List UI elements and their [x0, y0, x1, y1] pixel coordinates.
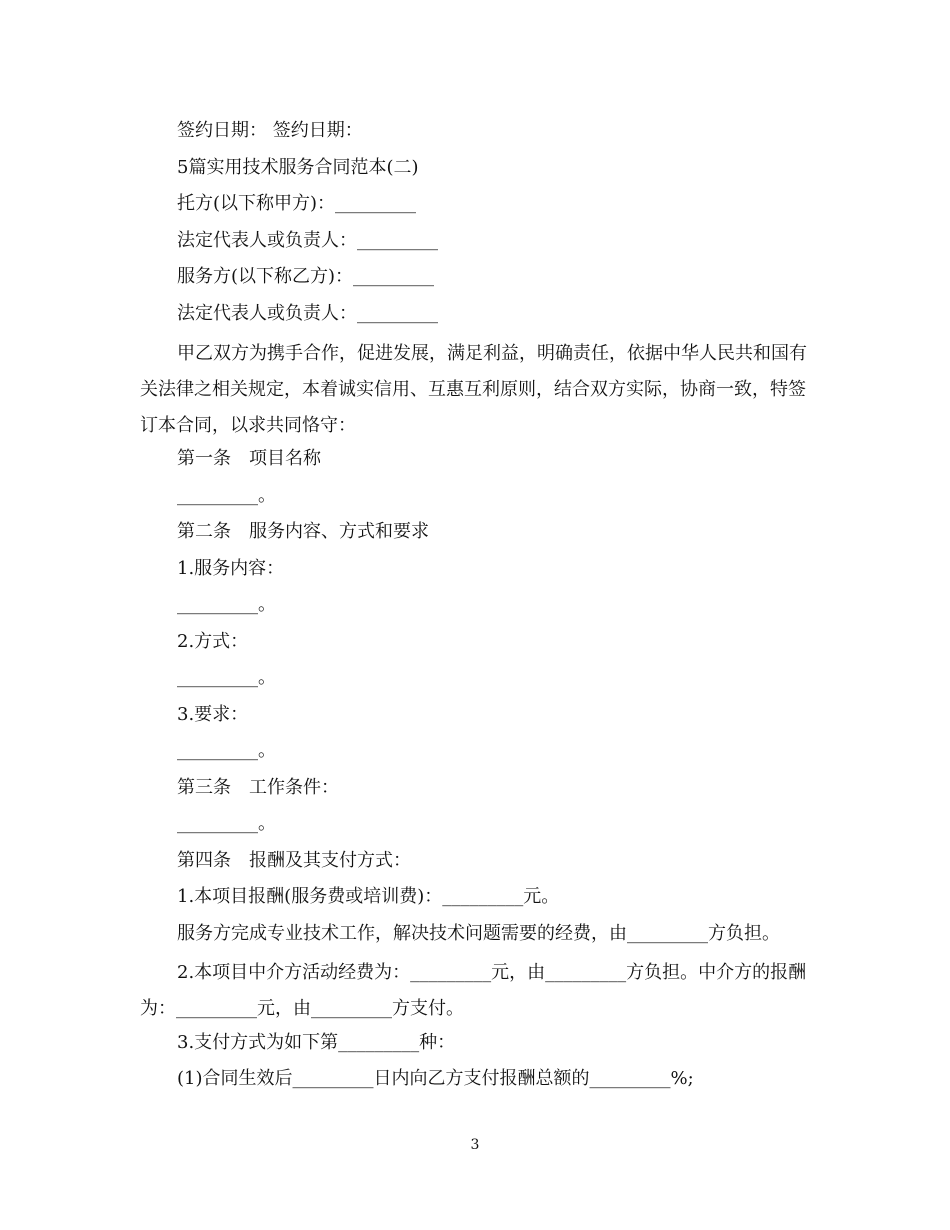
service-party-field: 服务方(以下称乙方)：_________: [177, 266, 435, 287]
payment-option-1-line: (1)合同生效后_________日内向乙方支付报酬总额的_________%;: [177, 1068, 694, 1089]
intro-paragraph: 甲乙双方为携手合作，促进发展，满足利益，明确责任，依据中华人民共和国有关法律之相关规定，本着诚实信用、互惠互利原则，结合双方实际，协商一致，特签订本合同，以求共同恪守：: [140, 343, 807, 436]
intermediary-expense-paragraph: 2.本项目中介方活动经费为：_________元，由_________方负担。中介方的报酬为：_________元，由_________方支付。: [140, 962, 807, 1019]
payment-method-line: 3.支付方式为如下第_________种：: [177, 1032, 456, 1053]
article-4-heading: 第四条 报酬及其支付方式：: [177, 850, 411, 871]
service-representative-field: 法定代表人或负责人：_________: [177, 303, 438, 324]
project-name-blank: _________。: [177, 485, 276, 506]
article-2-heading: 第二条 服务内容、方式和要求: [177, 521, 429, 542]
article-3-heading: 第三条 工作条件：: [177, 777, 339, 798]
service-content-label: 1.服务内容：: [177, 558, 285, 579]
client-party-field: 托方(以下称甲方)：_________: [177, 193, 417, 214]
client-representative-field: 法定代表人或负责人：_________: [177, 230, 438, 251]
page-number: 3: [470, 1137, 480, 1153]
section-title: 5篇实用技术服务合同范本(二): [177, 157, 419, 178]
technical-expense-line: 服务方完成专业技术工作，解决技术问题需要的经费，由_________方负担。: [177, 923, 780, 944]
article-1-heading: 第一条 项目名称: [177, 448, 321, 469]
requirements-blank: _________。: [177, 740, 276, 761]
project-remuneration-line: 1.本项目报酬(服务费或培训费)：_________元。: [177, 886, 560, 907]
method-blank: _________。: [177, 667, 276, 688]
method-label: 2.方式：: [177, 631, 249, 652]
work-conditions-blank: _________。: [177, 813, 276, 834]
requirements-label: 3.要求：: [177, 704, 249, 725]
service-content-blank: _________。: [177, 594, 276, 615]
signing-date-line: 签约日期： 签约日期：: [177, 120, 363, 141]
